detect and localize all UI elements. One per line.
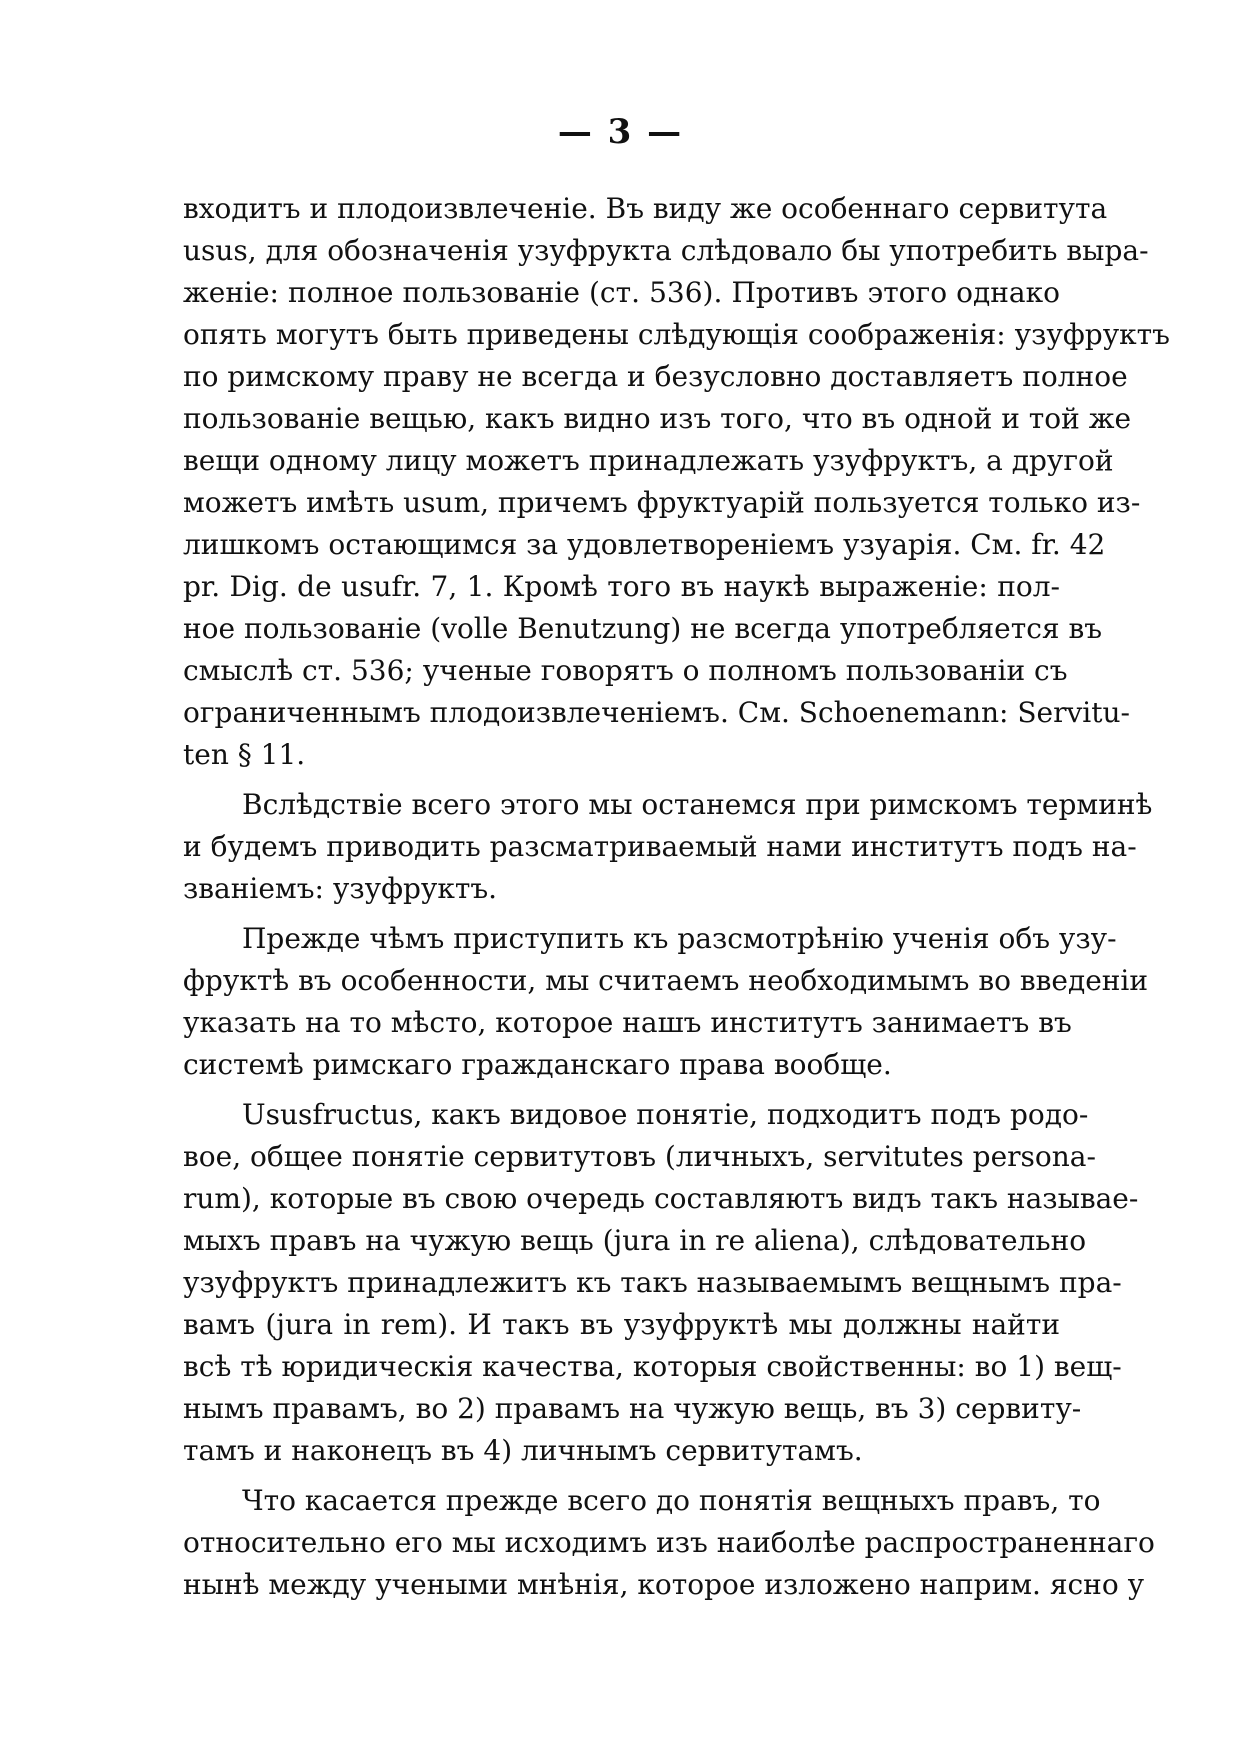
text-line: Прежде чѣмъ приступить къ разсмотрѣнію ученія объ узу- — [242, 922, 1117, 955]
text-line: вещи одному лицу можетъ принадлежать узуфруктъ, а другой — [183, 444, 1114, 477]
text-line: и будемъ приводить разсматриваемый нами институтъ подъ на- — [183, 830, 1137, 863]
page-number: — 3 — — [557, 112, 684, 152]
text-line: Ususfructus, какъ видовое понятіе, подходитъ подъ родо- — [242, 1098, 1089, 1131]
paragraph — [183, 784, 1153, 910]
text-line: мыхъ правъ на чужую вещь (jura in re aliena), слѣдовательно — [183, 1224, 1087, 1257]
text-line: всѣ тѣ юридическія качества, которыя свойственны: во 1) вещ- — [183, 1350, 1122, 1383]
paragraph — [183, 1480, 1155, 1606]
text-line: вамъ (jura in rem). И такъ въ узуфруктѣ мы должны найти — [183, 1308, 1060, 1341]
text-line: pr. Dig. de usufr. 7, 1. Кромѣ того въ наукѣ выраженіе: пол- — [183, 570, 1060, 603]
text-line: usus, для обозначенія узуфрукта слѣдовало бы употребить выра- — [183, 234, 1149, 267]
text-line: смыслѣ ст. 536; ученые говорятъ о полномъ пользованіи съ — [183, 654, 1068, 687]
text-line: вое, общее понятіе сервитутовъ (личныхъ, servitutes persona- — [183, 1140, 1096, 1173]
body-text — [183, 188, 1170, 1606]
text-line: ограниченнымъ плодоизвлеченіемъ. См. Schoenemann: Servitu- — [183, 696, 1131, 729]
text-line: входитъ и плодоизвлеченіе. Въ виду же особеннаго сервитута — [183, 192, 1108, 225]
text-line: по римскому праву не всегда и безусловно доставляетъ полное — [183, 360, 1128, 393]
paragraph — [183, 918, 1149, 1086]
paragraph-gap — [183, 1086, 1060, 1094]
text-line: фруктѣ въ особенности, мы считаемъ необходимымъ во введеніи — [183, 964, 1149, 997]
text-line: тамъ и наконецъ въ 4) личнымъ сервитутамъ. — [183, 1434, 863, 1467]
text-line: нынѣ между учеными мнѣнія, которое изложено наприм. ясно у — [183, 1568, 1145, 1601]
paragraph-gap — [183, 910, 1060, 918]
text-line: ное пользованіе (volle Benutzung) не всегда употребляется въ — [183, 612, 1103, 645]
paragraph — [183, 188, 1170, 776]
text-line: относительно его мы исходимъ изъ наиболѣе распространеннаго — [183, 1526, 1155, 1559]
text-line: rum), которые въ свою очередь составляютъ видъ такъ называе- — [183, 1182, 1139, 1215]
text-line: узуфруктъ принадлежитъ къ такъ называемымъ вещнымъ пра- — [183, 1266, 1122, 1299]
text-line: женіе: полное пользованіе (ст. 536). Противъ этого однако — [183, 276, 1060, 309]
text-line: званіемъ: узуфруктъ. — [183, 872, 498, 905]
text-line: указать на то мѣсто, которое нашъ институтъ занимаетъ въ — [183, 1006, 1072, 1039]
paragraph-gap — [183, 776, 1060, 784]
text-line: опять могутъ быть приведены слѣдующія соображенія: узуфруктъ — [183, 318, 1170, 351]
text-line: нымъ правамъ, во 2) правамъ на чужую вещь, въ 3) сервиту- — [183, 1392, 1082, 1425]
text-line: Вслѣдствіе всего этого мы останемся при римскомъ терминѣ — [242, 788, 1153, 821]
text-line: Что касается прежде всего до понятія вещныхъ правъ, то — [242, 1484, 1101, 1517]
text-line: можетъ имѣть usum, причемъ фруктуарій пользуется только из- — [183, 486, 1141, 519]
paragraph-gap — [183, 1472, 1060, 1480]
text-line: лишкомъ остающимся за удовлетвореніемъ узуарія. См. fr. 42 — [183, 528, 1106, 561]
text-line: ten § 11. — [183, 738, 306, 771]
text-line: пользованіе вещью, какъ видно изъ того, что въ одной и той же — [183, 402, 1132, 435]
paragraph — [183, 1094, 1139, 1472]
text-line: системѣ римскаго гражданскаго права вообще. — [183, 1048, 892, 1081]
